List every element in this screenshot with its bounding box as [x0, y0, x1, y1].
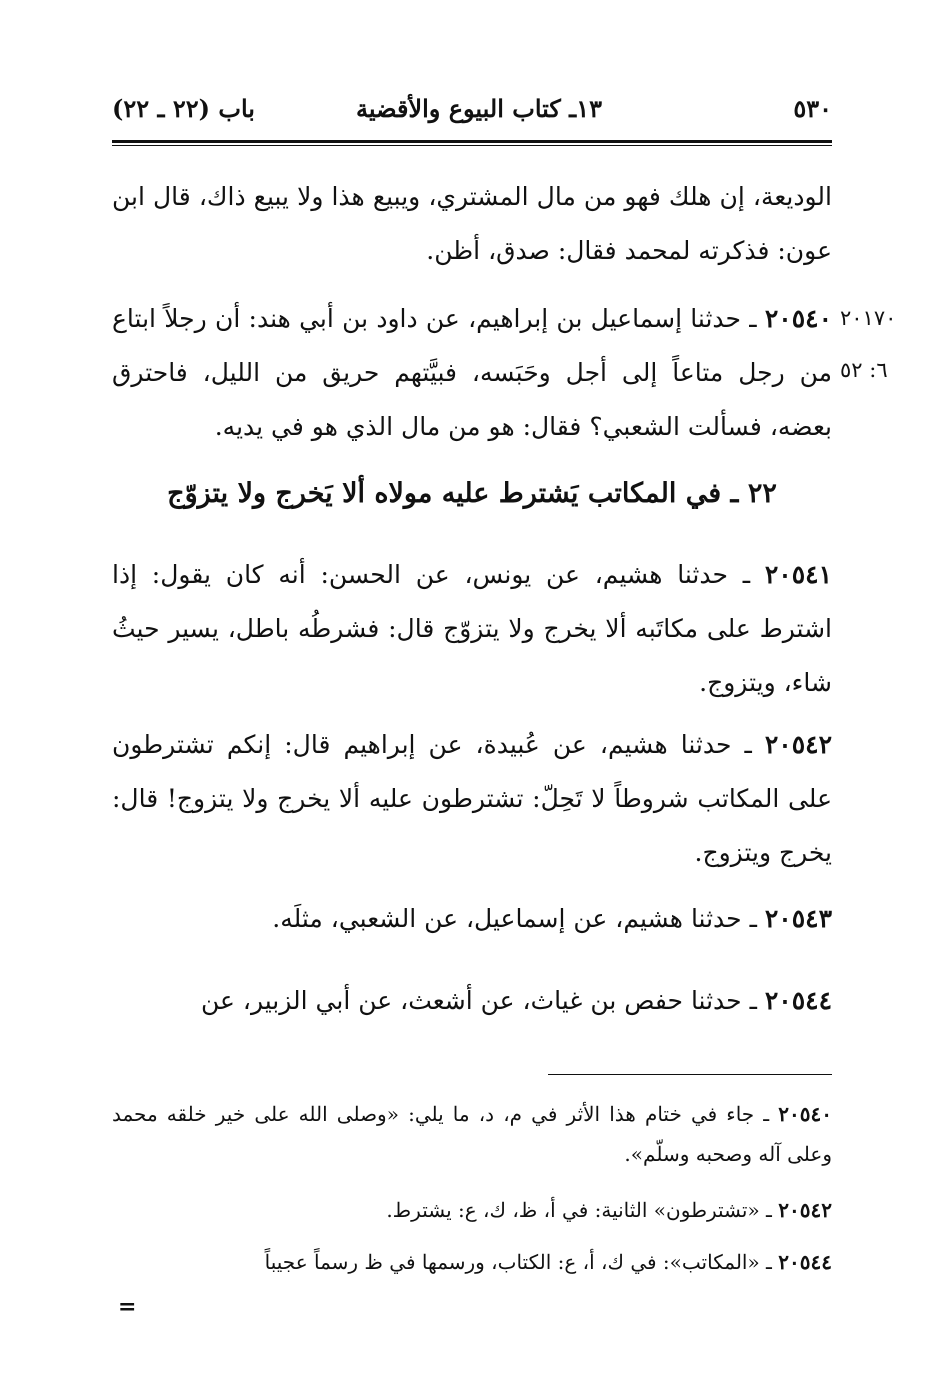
entry-text: ـ حدثنا حفص بن غياث، عن أشعث، عن أبي الزبير، عن	[200, 986, 765, 1015]
footnote-rule	[548, 1074, 832, 1075]
header-rule	[112, 140, 832, 143]
footnote-text: ـ «تشترطون» الثانية: في أ، ظ، ك، ع: يشترط.	[386, 1198, 779, 1222]
footnote-text: ـ جاء في ختام هذا الأثر في م، د، ما يلي: «وصلى الله على خير خلقه محمد وعلى آله وصحبه وسلّم».	[112, 1102, 832, 1166]
page-number: ٥٣٠	[793, 94, 832, 123]
footnote	[112, 1242, 832, 1282]
entry-number: ٢٠٥٤١	[764, 560, 832, 589]
paragraph-text: الوديعة، إن هلك فهو من مال المشتري، ويبيع هذا ولا يبيع ذاك، قال ابن عون: فذكرته لمحمد فقال: صدق، أظن.	[112, 182, 832, 265]
chapter-label: باب (٢٢ ـ ٢٢)	[112, 94, 255, 123]
entry-text: ـ حدثنا هشيم، عن إسماعيل، عن الشعبي، مثلَه.	[272, 904, 765, 933]
footnote-number: ٢٠٥٤٤	[778, 1250, 832, 1274]
hadith-entry	[112, 548, 832, 710]
side-note-volume: ٦: ٥٢	[840, 358, 888, 382]
hadith-entry	[112, 892, 832, 946]
entry-text: ـ حدثنا إسماعيل بن إبراهيم، عن داود بن أبي هند: أن رجلاً ابتاع من رجل متاعاً إلى أجل وحَبَسه، فبيَّتهم حريق من الليل، فاحترق بعضه، فسألت الشعبي؟ فقال: هو من مال الذي هو في يديه.	[112, 304, 832, 441]
continuation-mark: =	[118, 1294, 137, 1320]
entry-number: ٢٠٥٤٢	[764, 730, 832, 759]
entry-number: ٢٠٥٤٠	[764, 304, 832, 333]
footnote-text: ـ «المكاتب»: في ك، أ، ع: الكتاب، ورسمها في ظ رسماً عجيباً	[264, 1250, 779, 1274]
hadith-entry	[112, 718, 832, 880]
book-title: ١٣ـ كتاب البيوع والأقضية	[356, 94, 602, 123]
hadith-entry	[112, 292, 832, 454]
hadith-entry	[112, 974, 832, 1028]
footnote-number: ٢٠٥٤٠	[778, 1102, 832, 1126]
entry-text: ـ حدثنا هشيم، عن يونس، عن الحسن: أنه كان يقول: إذا اشترط على مكاتَبه ألا يخرج ولا يتزوّج قال: فشرطُه باطل، يسير حيثُ شاء، ويتزوج.	[112, 560, 832, 697]
footnote-number: ٢٠٥٤٢	[778, 1198, 832, 1222]
entry-text: ـ حدثنا هشيم، عن عُبيدة، عن إبراهيم قال: إنكم تشترطون على المكاتب شروطاً لا تَحِلّ: تشترطون عليه ألا يخرج ولا يتزوج! قال: يخرج ويتزوج.	[112, 730, 832, 867]
footnote	[112, 1094, 832, 1174]
side-note-ref: ٢٠١٧٠	[840, 306, 897, 330]
entry-number: ٢٠٥٤٣	[764, 904, 832, 933]
footnote	[112, 1190, 832, 1230]
header-rule-thin	[112, 145, 832, 146]
section-title: ٢٢ ـ في المكاتب يَشترط عليه مولاه ألا يَخرج ولا يتزوّج	[167, 478, 777, 509]
paragraph-continuation	[112, 170, 832, 278]
page-header	[112, 88, 832, 128]
entry-number: ٢٠٥٤٤	[764, 986, 832, 1015]
